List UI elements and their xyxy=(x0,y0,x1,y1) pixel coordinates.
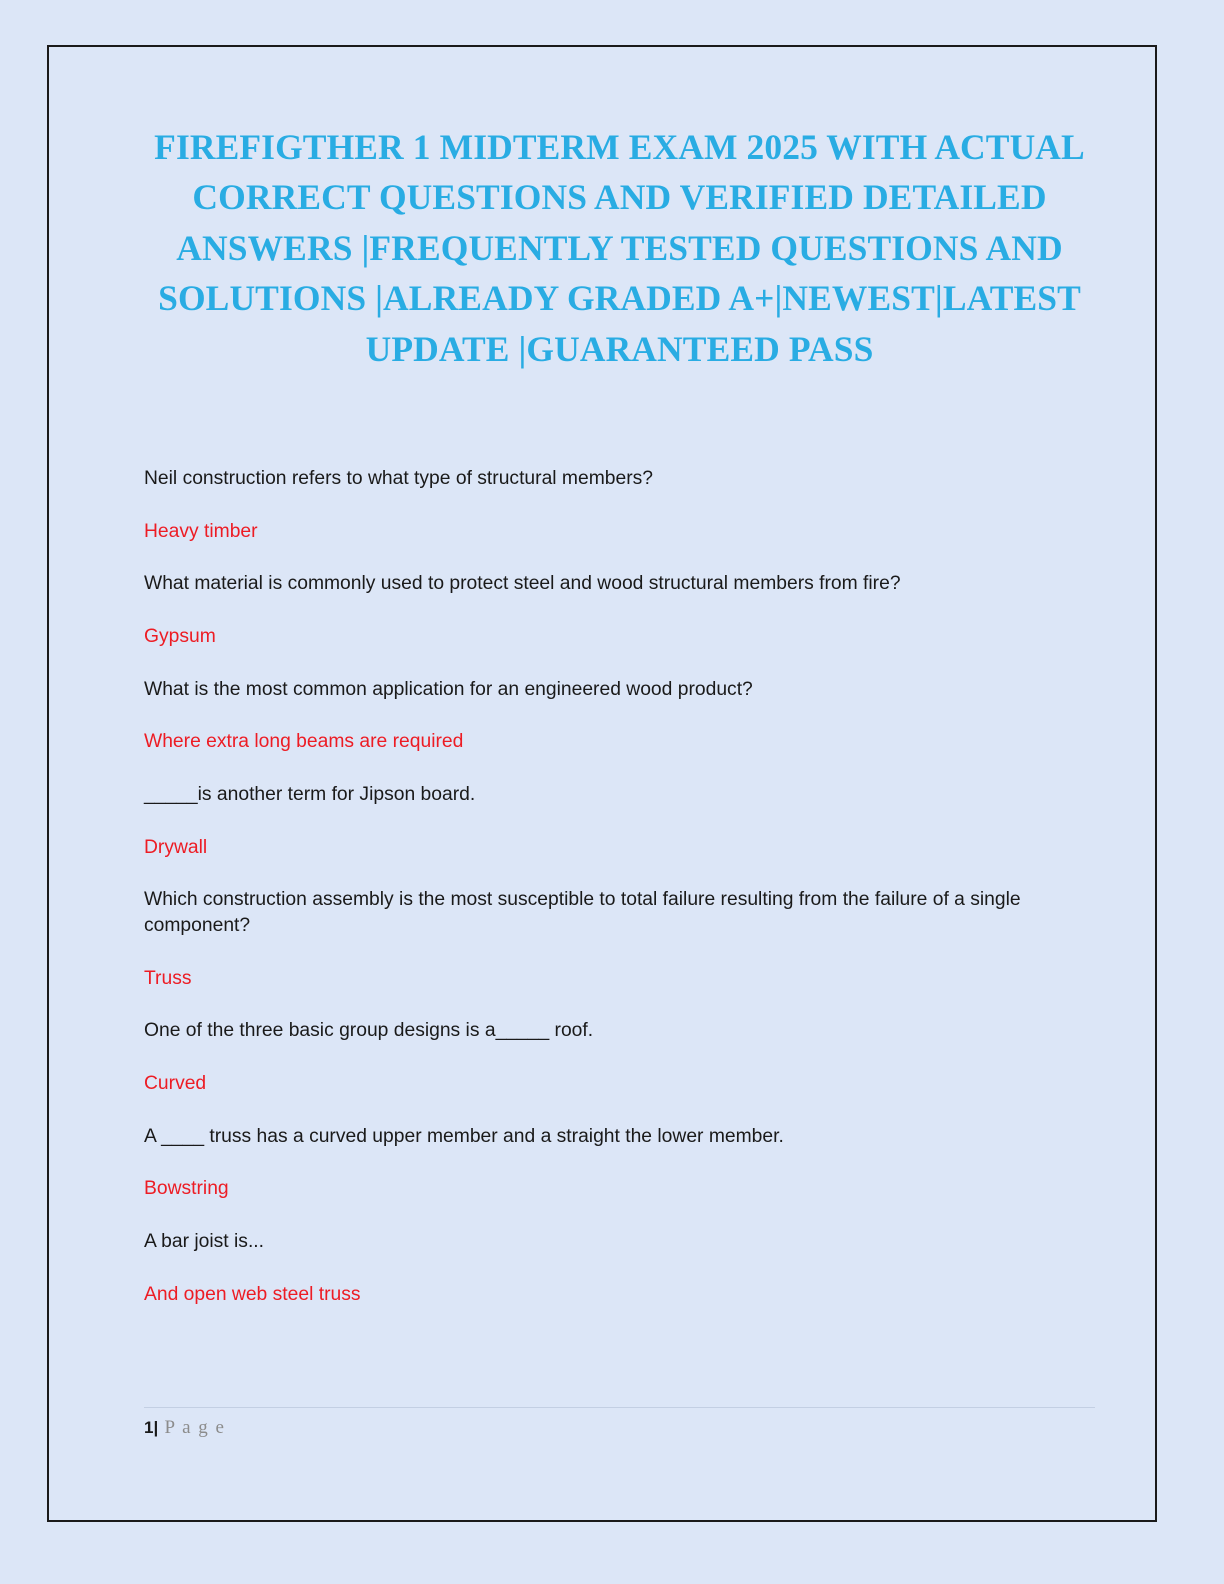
question-item: One of the three basic group designs is a_____ roof. xyxy=(144,1020,594,1042)
question-item: A bar joist is... xyxy=(144,1230,265,1252)
page-content xyxy=(144,122,1095,1334)
qa-list xyxy=(144,466,1095,1307)
answer-item: Gypsum xyxy=(144,626,216,647)
answer-item: Curved xyxy=(144,1072,207,1094)
question-item: What is the most common application for an engineered wood product? xyxy=(144,678,753,700)
answer-item: Heavy timber xyxy=(144,520,258,542)
answer-item: Where extra long beams are required xyxy=(144,731,464,753)
footer-separator: | xyxy=(153,1418,159,1437)
footer-page-label xyxy=(144,1417,225,1438)
page-title: FIREFIGTHER 1 MIDTERM EXAM 2025 WITH ACTUAL CORRECT QUESTIONS AND VERIFIED DETAILED ANSWERS |FREQUENTLY TESTED QUESTIONS AND SOLUTIONS |ALREADY GRADED A+|NEWEST|LATEST UPDATE |GUARANTEED PASS xyxy=(154,127,1085,369)
page-footer xyxy=(144,1407,1095,1439)
answer-item: Bowstring xyxy=(144,1178,229,1200)
question-item: _____is another term for Jipson board. xyxy=(144,783,476,805)
answer-item: Truss xyxy=(144,967,192,989)
question-item: Which construction assembly is the most susceptible to total failure resulting from the failure of a single component? xyxy=(144,889,1021,936)
answer-item: And open web steel truss xyxy=(144,1283,361,1305)
question-item: A ____ truss has a curved upper member and a straight the lower member. xyxy=(144,1125,784,1147)
answer-item: Drywall xyxy=(144,836,208,858)
question-item: Neil construction refers to what type of structural members? xyxy=(144,468,654,490)
question-item: What material is commonly used to protect steel and wood structural members from fire? xyxy=(144,573,901,595)
footer-page-number: 1 xyxy=(144,1418,154,1437)
document-page xyxy=(47,45,1157,1522)
footer-page-word: P a g e xyxy=(164,1417,226,1438)
